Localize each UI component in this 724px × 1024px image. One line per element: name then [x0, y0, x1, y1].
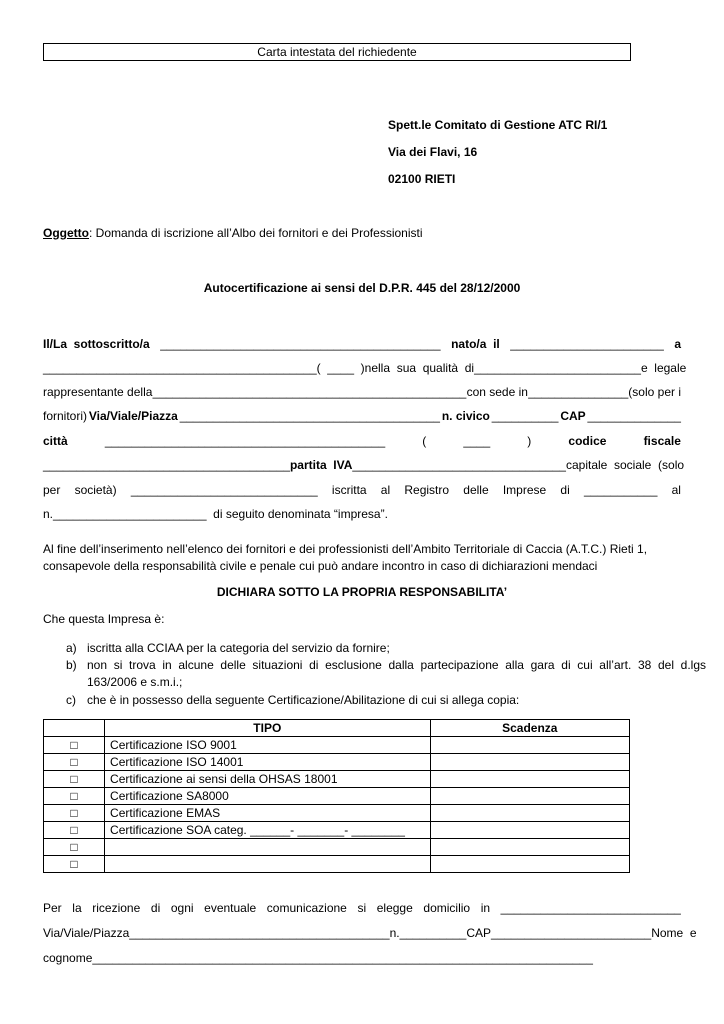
form-line-5 — [43, 434, 681, 449]
table-row — [44, 856, 630, 873]
form-city-province-blank: ____ — [463, 434, 491, 448]
list-item-b-line1: non si trova in alcune delle situazioni di esclusione dalla partecipazione alla gara di cui all’art. 38 del d.lgs — [87, 658, 707, 672]
domicile-line-1 — [43, 901, 681, 916]
cert-type-cell: Certificazione EMAS — [105, 805, 431, 822]
form-l5-paren-open: ( — [422, 434, 427, 448]
form-registry-blank: ___________ — [583, 483, 658, 497]
cert-type-cell: Certificazione ISO 14001 — [105, 754, 431, 771]
form-city-blank: __________________________________________ — [104, 434, 386, 448]
domicile-name-label: Nome e — [651, 926, 697, 940]
form-l2-legal: e legale — [640, 361, 687, 375]
form-l7-word: di — [560, 483, 570, 497]
form-line-3 — [43, 385, 681, 400]
form-l7-word: al — [671, 483, 681, 497]
table-row — [44, 788, 630, 805]
declare-title: DICHIARA SOTTO LA PROPRIA RESPONSABILITA’ — [216, 585, 508, 599]
form-l7-word: iscritta — [331, 483, 367, 497]
form-l5-paren-close: ) — [527, 434, 532, 448]
form-vat-blank: ________________________________ — [352, 458, 566, 472]
form-l5-fiscal: fiscale — [643, 434, 681, 448]
table-row — [44, 805, 630, 822]
cert-type-cell[interactable] — [105, 839, 431, 856]
form-cap-blank: ______________ — [587, 409, 681, 423]
table-row — [44, 822, 630, 839]
checkbox-icon[interactable]: □ — [44, 839, 105, 856]
form-l7-word: società) — [74, 483, 117, 497]
list-letter-a: a) — [66, 641, 77, 655]
form-line-8: n._______________________ di seguito denominata “impresa”. — [43, 507, 388, 521]
form-line-2 — [43, 361, 687, 376]
checkbox-icon[interactable]: □ — [44, 822, 105, 839]
domicile-word: la — [72, 901, 82, 915]
expiry-cell[interactable] — [430, 771, 629, 788]
list-letter-b: b) — [66, 658, 77, 672]
expiry-cell[interactable] — [430, 822, 629, 839]
form-l7-word: per — [43, 483, 61, 497]
list-letter-c: c) — [66, 693, 76, 707]
form-civic-blank: __________ — [491, 409, 559, 423]
checkbox-icon[interactable]: □ — [44, 754, 105, 771]
domicile-word: si — [357, 901, 367, 915]
table-row — [44, 754, 630, 771]
domicile-word: eventuale — [204, 901, 257, 915]
domicile-word: Per — [43, 901, 62, 915]
list-item-a: iscritta alla CCIAA per la categoria del servizio da fornire; — [87, 641, 390, 655]
intro-text: Che questa Impresa è: — [43, 612, 165, 626]
checkbox-icon[interactable]: □ — [44, 771, 105, 788]
list-item-c: che è in possesso della seguente Certificazione/Abilitazione di cui si allega copia: — [87, 693, 520, 707]
form-l1-label: Il/La sottoscritto/a — [43, 337, 150, 351]
certification-table — [43, 719, 630, 873]
form-l1-at: a — [674, 337, 681, 351]
subject-text: : Domanda di iscrizione all’Albo dei fornitori e dei Professionisti — [89, 226, 423, 240]
checkbox-icon[interactable]: □ — [44, 805, 105, 822]
subject-line — [43, 226, 423, 241]
domicile-word: ricezione — [92, 901, 141, 915]
form-birthdate-blank: _______________________ — [510, 337, 664, 351]
form-l4-civic-label: n. civico — [441, 409, 490, 423]
table-header-row — [44, 720, 630, 737]
domicile-word: domicilio — [423, 901, 471, 915]
form-seat-blank: _______________(solo per i — [528, 385, 681, 399]
expiry-cell[interactable] — [430, 805, 629, 822]
cert-type-cell: Certificazione SOA categ. ______- _______- ________ — [105, 822, 431, 839]
purpose-line-2: consapevole della responsabilità civile e penale cui può andare incontro in caso di dichiarazioni mendaci — [43, 559, 598, 573]
domicile-number-label: n. — [389, 926, 400, 940]
form-l5-code: codice — [568, 434, 607, 448]
domicile-street-blank: _______________________________________ — [129, 926, 390, 940]
checkbox-icon[interactable]: □ — [44, 788, 105, 805]
domicile-cap-label: CAP — [466, 926, 492, 940]
recipient-line-3: 02100 RIETI — [388, 172, 456, 186]
form-birthplace-blank: _________________________________________ — [43, 361, 317, 375]
form-l3-seat: con sede in — [466, 385, 528, 399]
expiry-cell[interactable] — [430, 856, 629, 873]
form-fiscal-blank: _____________________________________ — [43, 458, 290, 472]
form-line-4 — [43, 409, 681, 424]
domicile-address-blank: ___________________________ — [500, 901, 681, 915]
subject-label: Oggetto — [43, 226, 89, 240]
form-street-blank: _______________________________________ — [179, 409, 440, 423]
form-l4-street-label: Via/Viale/Piazza — [88, 409, 178, 423]
form-role-blank: _________________________ — [474, 361, 641, 375]
domicile-cap-blank: ________________________ — [491, 926, 652, 940]
form-l4-suppliers: fornitori) — [43, 409, 88, 423]
cert-type-cell: Certificazione ai sensi della OHSAS 18001 — [105, 771, 431, 788]
expiry-cell[interactable] — [430, 839, 629, 856]
domicile-word: elegge — [376, 901, 413, 915]
domicile-line-2 — [43, 926, 697, 941]
cert-type-cell[interactable] — [105, 856, 431, 873]
checkbox-icon[interactable]: □ — [44, 737, 105, 754]
domicile-word: in — [480, 901, 491, 915]
list-item-b-line2: 163/2006 e s.m.i.; — [87, 675, 183, 689]
table-row — [44, 771, 630, 788]
form-line-6 — [43, 458, 685, 473]
form-line-1 — [43, 337, 681, 352]
recipient-line-1: Spett.le Comitato di Gestione ATC RI/1 — [388, 118, 608, 132]
table-row — [44, 737, 630, 754]
table-header-tipo: TIPO — [105, 720, 431, 737]
table-header-check — [44, 720, 105, 737]
form-l2-role: nella sua qualità di — [364, 361, 475, 375]
expiry-cell[interactable] — [430, 754, 629, 771]
expiry-cell[interactable] — [430, 737, 629, 754]
form-l7-word: al — [380, 483, 391, 497]
recipient-line-2: Via dei Flavi, 16 — [388, 145, 478, 159]
form-l1-born: nato/a il — [451, 337, 500, 351]
form-l6-capital: capitale sociale (solo — [565, 458, 685, 472]
checkbox-icon[interactable]: □ — [44, 856, 105, 873]
table-header-scadenza: Scadenza — [430, 720, 629, 737]
domicile-word: comunicazione — [266, 901, 347, 915]
cert-type-cell: Certificazione ISO 9001 — [105, 737, 431, 754]
domicile-number-blank: __________ — [399, 926, 467, 940]
form-l4-cap-label: CAP — [560, 409, 586, 423]
letterhead-box: Carta intestata del richiedente — [43, 43, 631, 61]
cert-type-cell: Certificazione SA8000 — [105, 788, 431, 805]
domicile-line-3: cognome___________________________________________________________________________ — [43, 951, 593, 965]
table-row — [44, 839, 630, 856]
form-name-blank: __________________________________________ — [160, 337, 441, 351]
form-l7-word: Registro — [404, 483, 450, 497]
form-l6-vat-label: partita IVA — [289, 458, 353, 472]
form-l5-city: città — [43, 434, 68, 448]
form-province-blank: ( ____ ) — [316, 361, 365, 375]
form-company-blank: _______________________________________________ — [152, 385, 467, 399]
form-capital-blank: ____________________________ — [130, 483, 318, 497]
expiry-cell[interactable] — [430, 788, 629, 805]
purpose-line-1: Al fine dell’inserimento nell’elenco dei fornitori e dei professionisti dell’Ambito Territoriale di Caccia (A.T.C.) Rieti 1, — [43, 542, 648, 556]
autocertification-title: Autocertificazione ai sensi del D.P.R. 445 del 28/12/2000 — [203, 281, 521, 295]
form-line-7 — [43, 483, 681, 498]
domicile-word: ogni — [170, 901, 194, 915]
form-l3-rep: rappresentante della — [43, 385, 153, 399]
form-l7-word: delle — [463, 483, 489, 497]
domicile-street-label: Via/Viale/Piazza — [43, 926, 130, 940]
form-l7-word: Imprese — [502, 483, 547, 497]
domicile-word: di — [150, 901, 161, 915]
